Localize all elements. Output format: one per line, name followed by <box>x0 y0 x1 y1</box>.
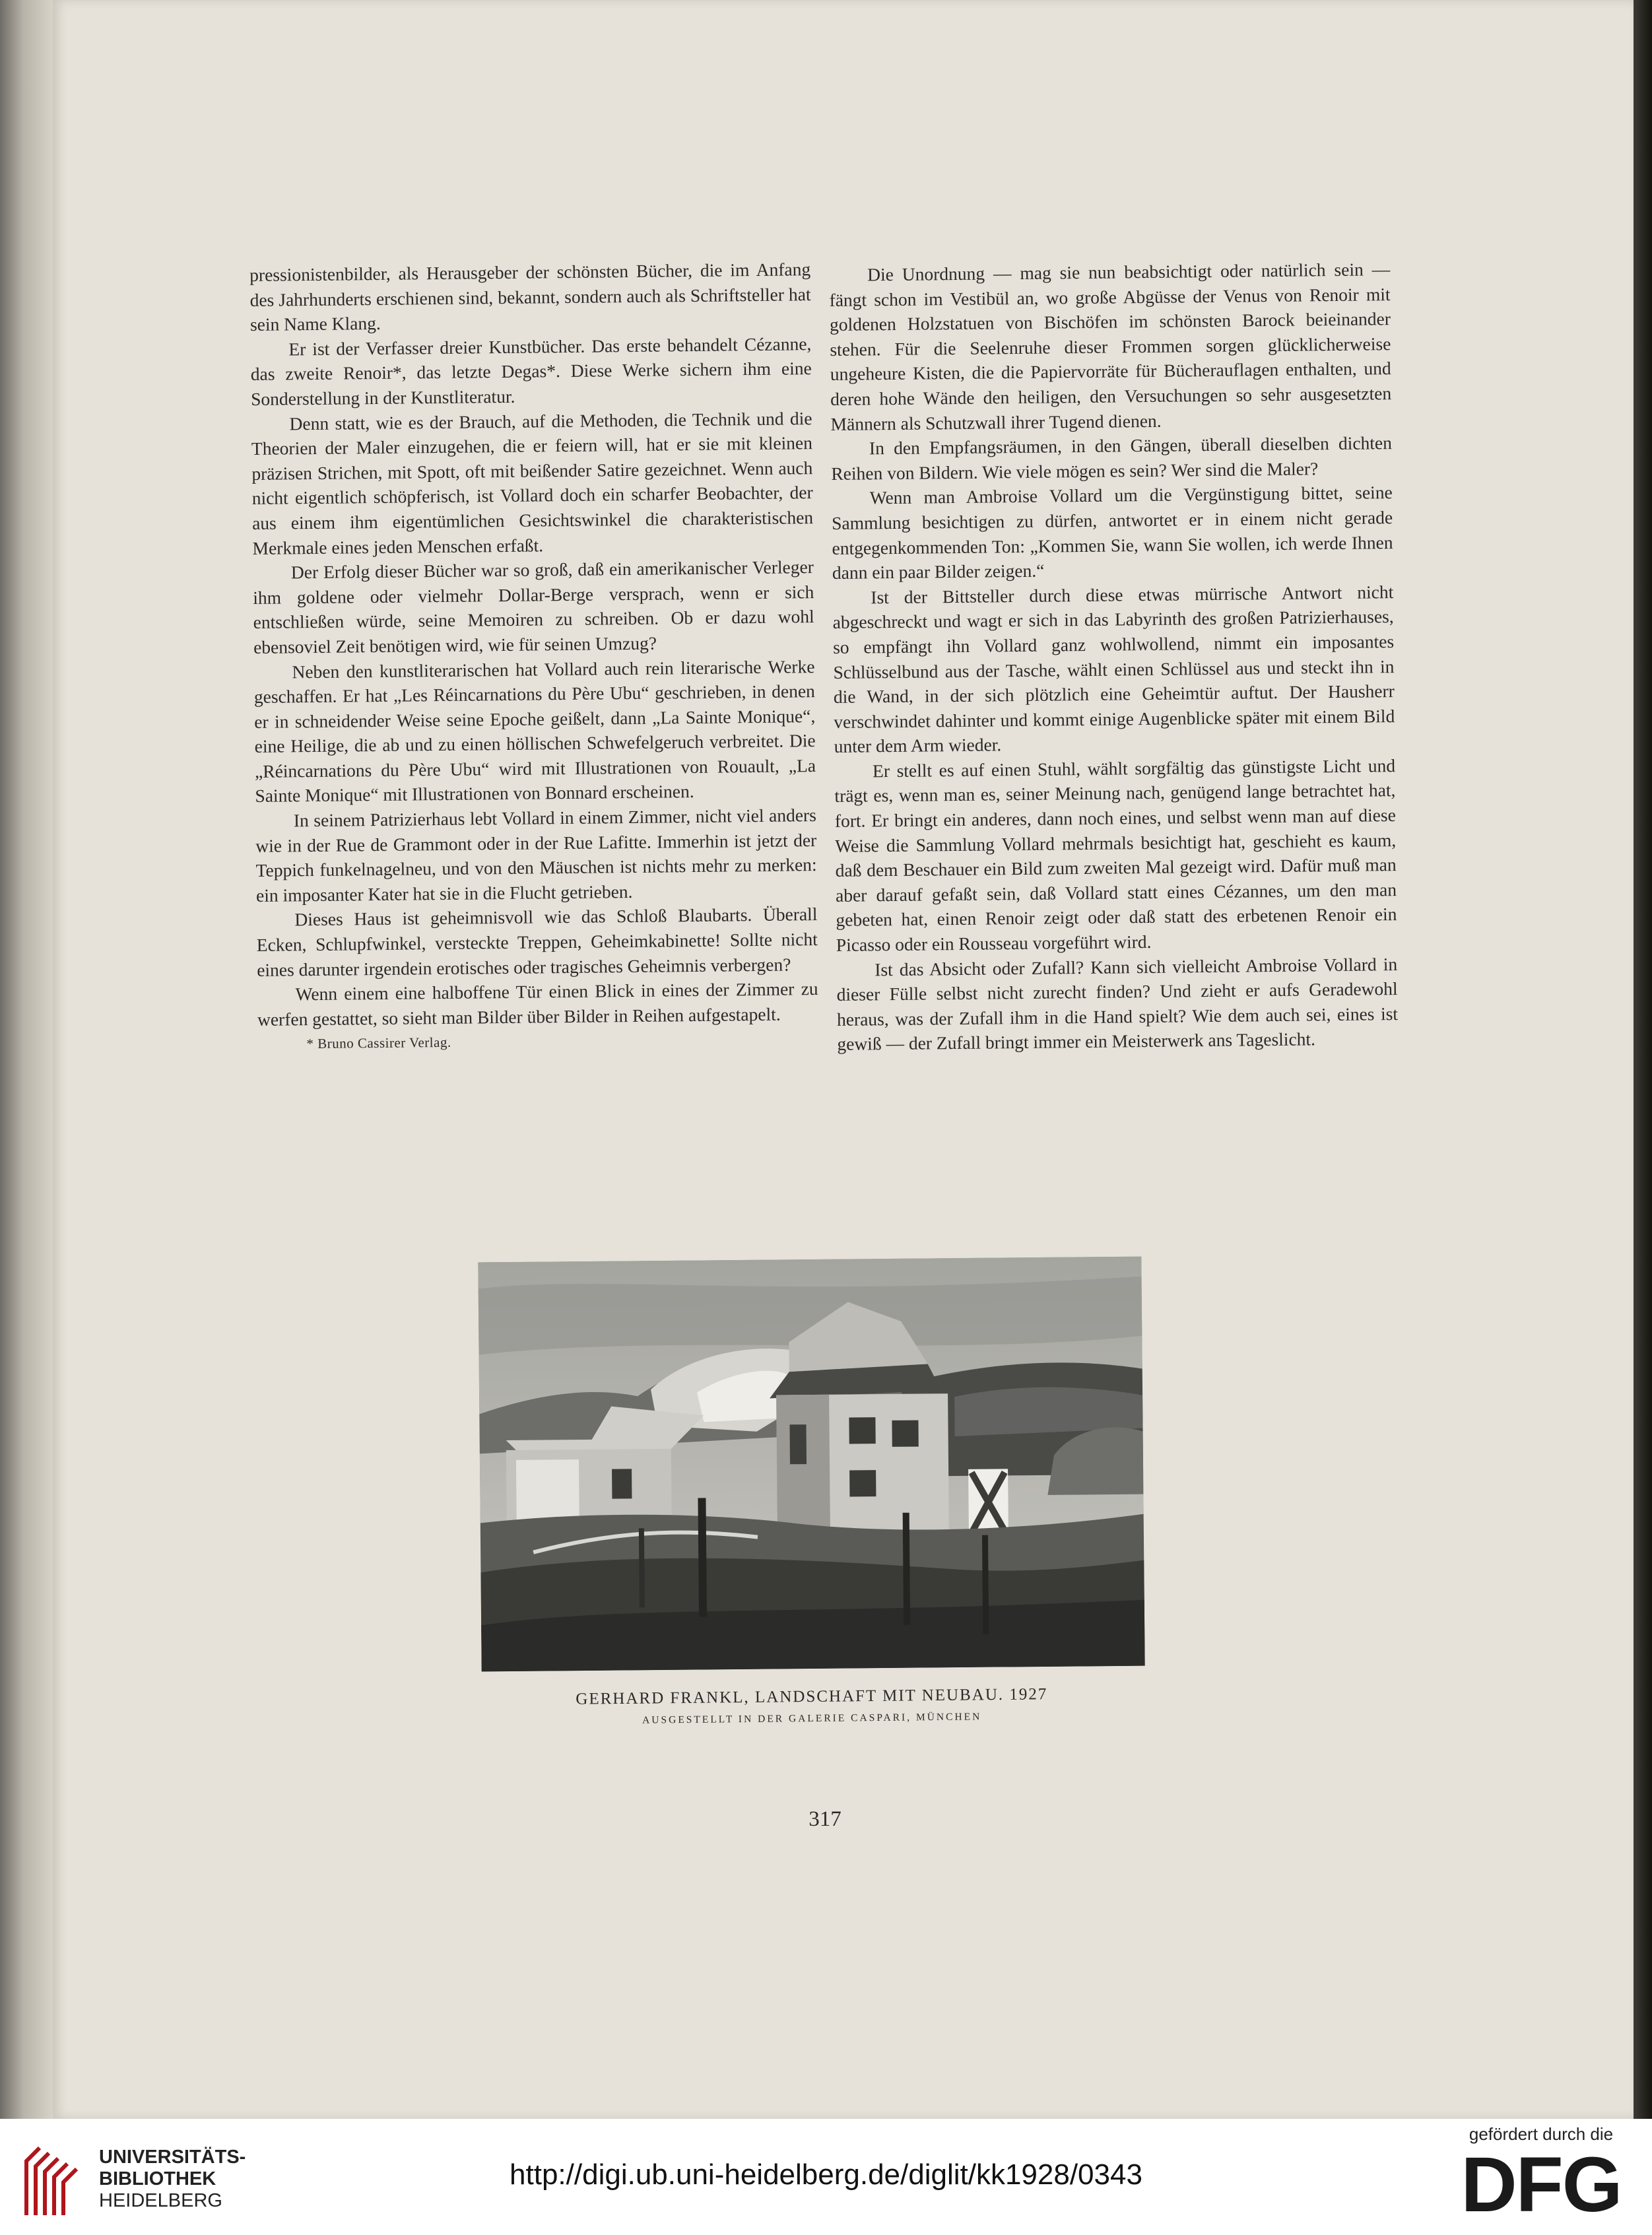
paragraph: In den Empfangsräumen, in den Gängen, überall dieselben dichten Reihen von Bildern. Wie viele mögen es sein? Wer sind die Maler? <box>831 432 1393 484</box>
paragraph: In seinem Patrizierhaus lebt Vollard in einem Zimmer, nicht viel anders wie in der Rue de Grammont oder in der Rue Lafitte. Immerhin ist jetzt der Teppich funkelnagelneu, und von den Mäuschen ist nichts mehr zu merken: ein imposanter Kater hat sie in die Flucht getrieben. <box>255 805 817 906</box>
paragraph: Ist der Bittsteller durch diese etwas mürrische Antwort nicht abgeschreckt und wagt er sich in das Labyrinth des großen Patrizierhauses, so empfängt ihn Vollard ganz wohlwollend, nimmt ein imposantes Schlüsselbund aus der Tasche, wählt einen Schlüssel aus und steckt ihn in die Wand, in der sich plötzlich eine Geheimtür auftut. Der Hausherr verschwindet dahinter und kommt einige Augenblicke später mit einem Bild unter dem Arm wieder. <box>832 581 1395 757</box>
paragraph: Denn statt, wie es der Brauch, auf die Methoden, die Technik und die Theorien der Maler einzugehen, die er feiern will, hat er sie mit kleinen präzisen Strichen, mit Spott, oft mit beißender Satire gezeichnet. Wenn auch nicht eigentlich schöpferisch, ist Vollard doch ein scharfer Beobachter, der aus einem ihm eigentümlichen Gesichtswinkel die charakteristischen Merkmale eines jeden Menschen erfaßt. <box>251 407 814 558</box>
landscape-painting-reproduction <box>478 1257 1144 1672</box>
left-text-column <box>249 257 819 1054</box>
caption-title: GERHARD FRANKL, LANDSCHAFT MIT NEUBAU. 1927 <box>576 1685 1048 1708</box>
paragraph: Er ist der Verfasser dreier Kunstbücher. Das erste behandelt Cézanne, das zweite Renoir*, das letzte Degas*. Diese Werke sichern ihm eine Sonderstellung in der Kunstliteratur. <box>250 333 812 409</box>
page-number: 317 <box>809 1807 842 1831</box>
library-name-line: HEIDELBERG <box>99 2190 222 2211</box>
paragraph: Dieses Haus ist geheimnisvoll wie das Schloß Blaubarts. Überall Ecken, Schlupfwinkel, versteckte Treppen, Geheimkabinette! Sollte nicht eines darunter irgendein erotisches oder tragisches Geheimnis verbergen? <box>256 904 818 980</box>
book-binding-edge <box>1634 0 1652 2119</box>
sponsor-text: gefördert durch die <box>1469 2124 1614 2144</box>
paragraph: pressionistenbilder, als Herausgeber der schönsten Bücher, die im Anfang des Jahrhunderts erschienen sind, bekannt, sondern auch als Schriftsteller hat sein Name Klang. <box>249 259 811 335</box>
figure-caption <box>462 1681 1162 1732</box>
footnote: * Bruno Cassirer Verlag. <box>306 1034 451 1052</box>
paragraph: Der Erfolg dieser Bücher war so groß, daß ein amerikanischer Verleger ihm goldene oder vielmehr Dollar-Berge versprach, wenn er sich entschließen würde, seine Memoiren zu schreiben. Ob er dazu wohl ebensoviel Zeit benötigen wird, wie für seinen Umzug? <box>253 556 814 657</box>
dfg-logo: DFG <box>1461 2141 1622 2228</box>
source-url-link[interactable]: http://digi.ub.uni-heidelberg.de/diglit/kk1928/0343 <box>510 2158 1142 2191</box>
paragraph: Er stellt es auf einen Stuhl, wählt sorgfältig das günstigste Licht und trägt es, wenn man es, seiner Meinung nach, genügend lange betrachtet hat, fort. Er bringt ein anderes, dann noch eines, und selbst wenn man auf diese Weise die Sammlung Vollard mehrmals besichtigt hat, geschieht es kaum, daß dem Beschauer ein Bild zum zweiten Mal gezeigt wird. Dafür muß man aber darauf gefaßt sein, daß Vollard statt eines Cézannes, um den man gebeten hat, einen Renoir zeigt oder daß statt des erbetenen Renoir ein Picasso oder ein Rousseau vorgeführt wird. <box>834 754 1397 955</box>
caption-exhibition: AUSGESTELLT IN DER GALERIE CASPARI, MÜNCHEN <box>642 1711 982 1726</box>
library-name-line: BIBLIOTHEK <box>99 2168 216 2189</box>
previous-page-edge <box>0 0 53 2119</box>
paragraph: Wenn einem eine halboffene Tür einen Blick in eines der Zimmer zu werfen gestattet, so sieht man Bilder über Bilder in Reihen aufgestapelt. <box>257 978 818 1030</box>
library-name-line: UNIVERSITÄTS- <box>99 2147 246 2168</box>
paragraph: Ist das Absicht oder Zufall? Kann sich vielleicht Ambroise Vollard in dieser Fülle selbst nicht zurecht finden? Und zieht er aufs Geradewohl heraus, was der Zufall ihm in die Hand spielt? Wie dem auch sei, eines ist gewiß — der Zufall bringt immer ein Meisterwerk ans Tageslicht. <box>836 953 1399 1055</box>
paragraph: Neben den kunstliterarischen hat Vollard auch rein literarische Werke geschaffen. Er hat „Les Réincarnations du Père Ubu“ geschrieben, in denen er in schneidender Weise seine Epoche geißelt, dann „La Sainte Monique“, eine Heilige, die ab und zu einen höllischen Schwefelgeruch verbreitet. Die „Réincarnations du Père Ubu“ wird mit Illustrationen von Rouault, „La Sainte Monique“ mit Illustrationen von Bonnard erscheinen. <box>253 655 816 807</box>
paragraph: Wenn man Ambroise Vollard um die Vergünstigung bittet, seine Sammlung besichtigen zu dürfen, antwortet er in einem nicht gerade entgegenkommenden Ton: „Kommen Sie, wann Sie wollen, ich werde Ihnen dann ein paar Bilder zeigen.“ <box>831 482 1393 584</box>
right-text-column <box>829 257 1399 1057</box>
paragraph: Die Unordnung — mag sie nun beabsichtigt oder natürlich sein — fängt schon im Vestibül an, wo große Abgüsse der Venus von Renoir mit goldenen Holzstatuen von Bischöfen im schönsten Barock beieinander stehen. Für die Seelenruhe dieser Frommen sorgen glücklicherweise ungeheure Kisten, die die Papiervorräte für Bücherauflagen enthalten, und deren hohe Wände den heiligen, den Versuchungen so sehr ausgesetzten Männern als Schutzwall ihrer Tugend dienen. <box>829 259 1392 434</box>
landscape-painting-image <box>478 1257 1144 1672</box>
